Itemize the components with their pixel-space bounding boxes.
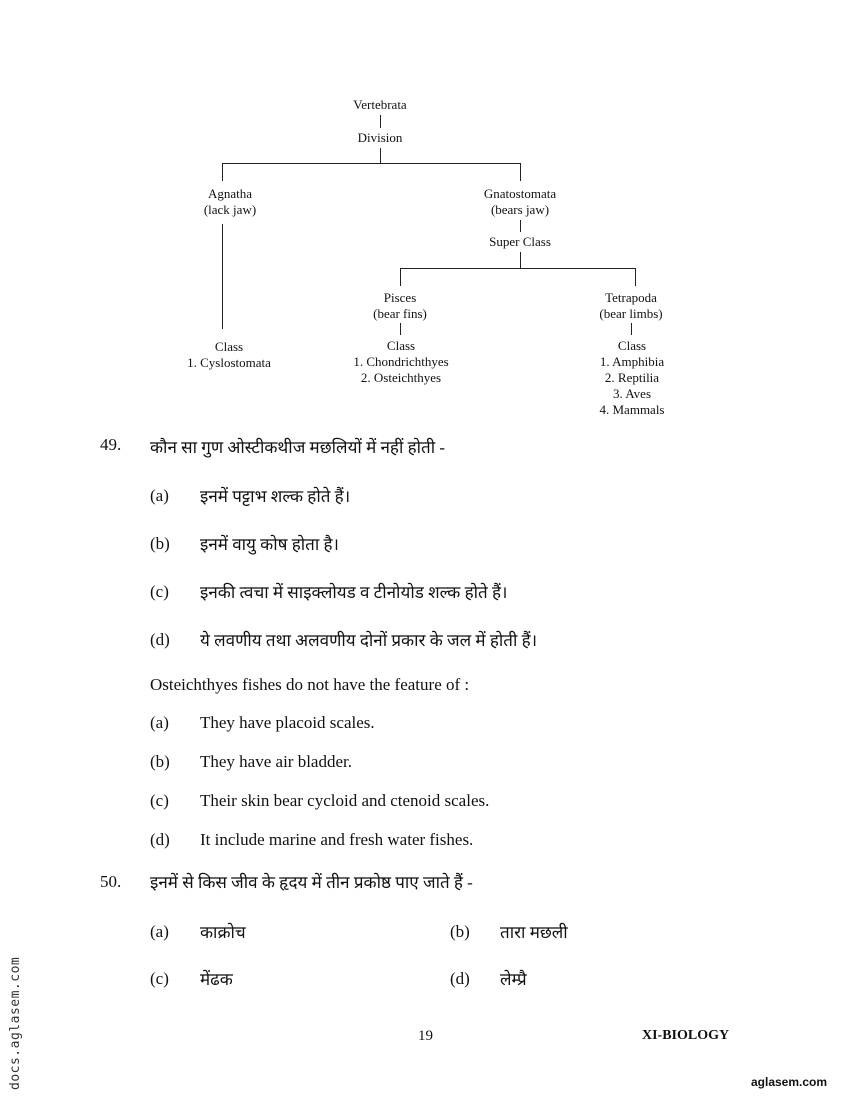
tree-connector: [631, 323, 632, 335]
class-item: 1. Cyslostomata: [187, 355, 271, 370]
class-item: 1. Amphibia: [599, 354, 665, 369]
tree-node-vertebrata: Vertebrata: [353, 97, 407, 112]
option-label: (c): [150, 969, 169, 988]
option-text: इनकी त्वचा में साइक्लोयड व टीनोयोड शल्क होते हैं।: [200, 583, 508, 602]
tree-node-pisces-class: [353, 338, 448, 386]
tree-connector: [520, 163, 521, 181]
option-text: Their skin bear cycloid and ctenoid scales.: [200, 791, 490, 810]
option-label: (c): [150, 791, 169, 810]
option-text: तारा मछली: [500, 923, 568, 942]
tree-node-superclass: Super Class: [489, 234, 551, 249]
tree-connector: [400, 268, 636, 269]
option-label: (d): [450, 969, 470, 988]
gnatostomata-desc: (bears jaw): [490, 202, 550, 217]
option-text: They have placoid scales.: [200, 713, 375, 732]
class-item: 1. Chondrichthyes: [353, 354, 449, 369]
pisces-desc: (bear fins): [373, 306, 427, 321]
agnatha-name: Agnatha: [207, 186, 253, 201]
option-text: इनमें वायु कोष होता है।: [200, 535, 339, 554]
tree-connector: [380, 115, 381, 128]
tree-connector: [222, 224, 223, 329]
question-text-english: Osteichthyes fishes do not have the feature of :: [150, 675, 470, 694]
option-label: (d): [150, 830, 170, 849]
class-heading: Class: [617, 338, 647, 353]
class-heading: Class: [386, 338, 416, 353]
option-label: (b): [450, 922, 470, 941]
option-text: They have air bladder.: [200, 752, 352, 771]
class-item: 2. Reptilia: [604, 370, 660, 385]
question-number: 49.: [100, 435, 122, 454]
tree-node-gnatostomata: [484, 186, 556, 218]
tetrapoda-desc: (bear limbs): [599, 306, 663, 321]
agnatha-desc: (lack jaw): [203, 202, 257, 217]
tree-connector: [520, 252, 521, 268]
tree-connector: [400, 268, 401, 286]
pisces-name: Pisces: [383, 290, 417, 305]
watermark-text: docs.aglasem.com: [8, 956, 23, 1090]
option-label: (b): [150, 752, 170, 771]
side-watermark: [8, 930, 28, 1090]
question-number: 50.: [100, 872, 122, 891]
site-logo-text[interactable]: aglasem.com: [751, 1075, 828, 1089]
class-item: 3. Aves: [612, 386, 652, 401]
tree-node-tetrapoda: [599, 290, 662, 322]
option-label: (a): [150, 713, 169, 732]
tree-connector: [635, 268, 636, 286]
question-text-hindi: कौन सा गुण ओस्टीकथीज मछलियों में नहीं होती -: [150, 438, 446, 457]
class-item: 4. Mammals: [599, 402, 665, 417]
tree-node-agnatha-class: [187, 339, 271, 371]
question-text-hindi: इनमें से किस जीव के हृदय में तीन प्रकोष्ठ पाए जाते हैं -: [150, 873, 473, 892]
tree-node-pisces: [373, 290, 427, 322]
option-text: ये लवणीय तथा अलवणीय दोनों प्रकार के जल में होती हैं।: [200, 631, 538, 650]
option-text: लेम्प्रै: [500, 970, 527, 989]
option-text: काक्रोच: [200, 923, 246, 942]
page-number: 19: [418, 1028, 433, 1044]
option-label: (d): [150, 630, 170, 649]
subject-label: XI-BIOLOGY: [642, 1028, 730, 1043]
option-label: (a): [150, 486, 169, 505]
tree-connector: [222, 163, 521, 164]
class-item: 2. Osteichthyes: [360, 370, 442, 385]
gnatostomata-name: Gnatostomata: [483, 186, 557, 201]
option-text: इनमें पट्टाभ शल्क होते हैं।: [200, 487, 351, 506]
option-label: (b): [150, 534, 170, 553]
tree-connector: [222, 163, 223, 181]
option-label: (a): [150, 922, 169, 941]
tetrapoda-name: Tetrapoda: [605, 290, 657, 305]
tree-node-tetrapoda-class: [600, 338, 665, 418]
tree-connector: [520, 220, 521, 232]
option-text: It include marine and fresh water fishes.: [200, 830, 474, 849]
tree-node-agnatha: [204, 186, 256, 218]
option-label: (c): [150, 582, 169, 601]
tree-connector: [380, 148, 381, 163]
option-text: मेंढक: [200, 970, 233, 989]
tree-node-division: Division: [357, 130, 403, 145]
class-heading: Class: [214, 339, 244, 354]
tree-connector: [400, 323, 401, 335]
